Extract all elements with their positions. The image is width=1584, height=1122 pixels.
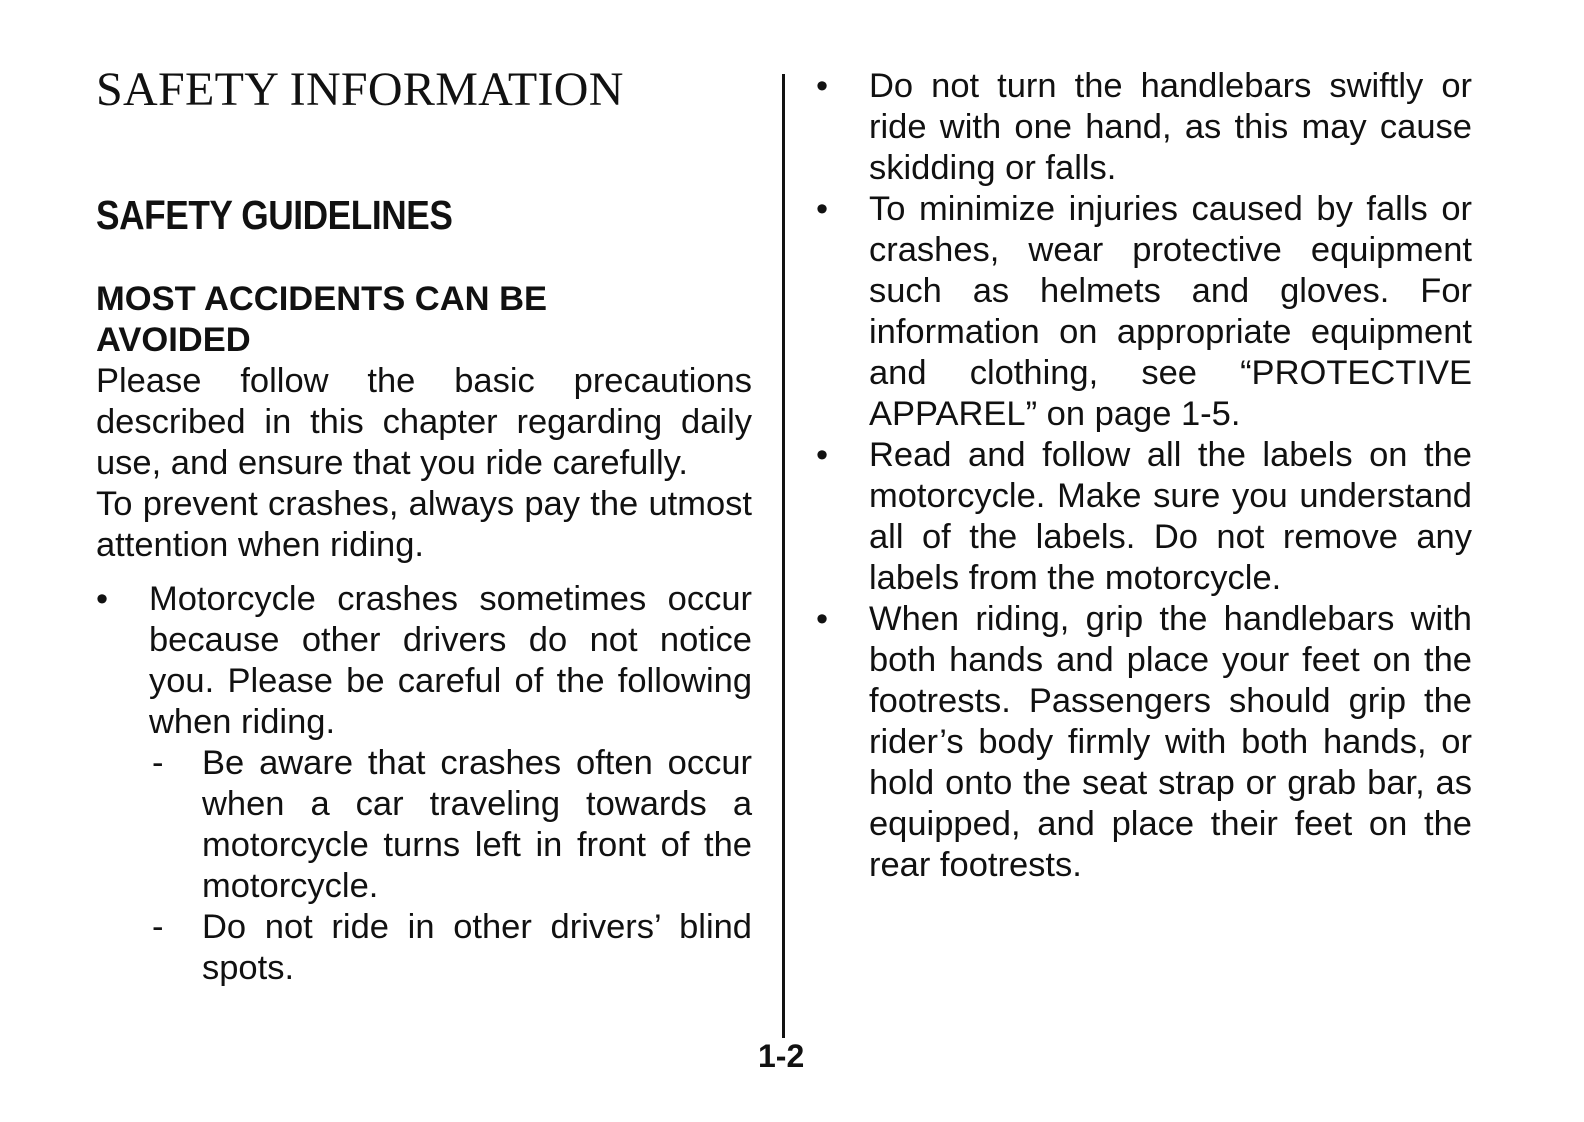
sub-list xyxy=(149,743,752,989)
sub-list-item xyxy=(149,743,752,907)
page-number: 1-2 xyxy=(758,1038,805,1074)
list-item xyxy=(816,599,1472,886)
right-column xyxy=(816,66,1472,886)
page-title: SAFETY INFORMATION xyxy=(96,63,624,116)
bullet-icon: • xyxy=(816,436,829,474)
dash-icon: - xyxy=(152,744,164,782)
list-item xyxy=(816,189,1472,435)
sub-item-text: Do not ride in other drivers’ blind spots. xyxy=(202,908,752,987)
list-item xyxy=(816,435,1472,599)
section-title: SAFETY GUIDELINES xyxy=(96,192,453,238)
bullet-text: Motorcycle crashes sometimes occur because other drivers do not notice you. Please be careful of the following when riding. xyxy=(149,580,752,741)
subheading: MOST ACCIDENTS CAN BE AVOIDED xyxy=(96,280,548,359)
paragraph-precautions: Please follow the basic precautions described in this chapter regarding daily use, and ensure that you ride carefully. xyxy=(96,362,752,482)
bullet-icon: • xyxy=(816,190,829,228)
bullet-list xyxy=(96,579,752,989)
paragraph-attention: To prevent crashes, always pay the utmost attention when riding. xyxy=(96,485,752,564)
bullet-text: Do not turn the handlebars swiftly or ride with one hand, as this may cause skidding or falls. xyxy=(869,67,1472,187)
dash-icon: - xyxy=(152,908,164,946)
bullet-text: To minimize injuries caused by falls or crashes, wear protective equipment such as helmets and gloves. For information on appropriate equipment and clothing, see “PROTECTIVE APPAREL” on page 1-5. xyxy=(869,190,1472,433)
bullet-list xyxy=(816,66,1472,886)
bullet-text: When riding, grip the handlebars with both hands and place your feet on the footrests. Passengers should grip the rider’s body firmly with both hands, or hold onto the seat strap or grab bar, as equipped, and place their feet on the rear footrests. xyxy=(869,600,1472,884)
sub-item-text: Be aware that crashes often occur when a car traveling towards a motorcycle turns left in front of the motorcycle. xyxy=(202,744,752,905)
list-item xyxy=(96,579,752,989)
bullet-icon: • xyxy=(816,67,829,105)
bullet-icon: • xyxy=(816,600,829,638)
column-divider xyxy=(782,74,785,1038)
bullet-text: Read and follow all the labels on the motorcycle. Make sure you understand all of the labels. Do not remove any labels from the motorcycle. xyxy=(869,436,1472,597)
sub-list-item xyxy=(149,907,752,989)
left-column xyxy=(96,279,752,989)
bullet-icon: • xyxy=(96,580,109,618)
list-item xyxy=(816,66,1472,189)
